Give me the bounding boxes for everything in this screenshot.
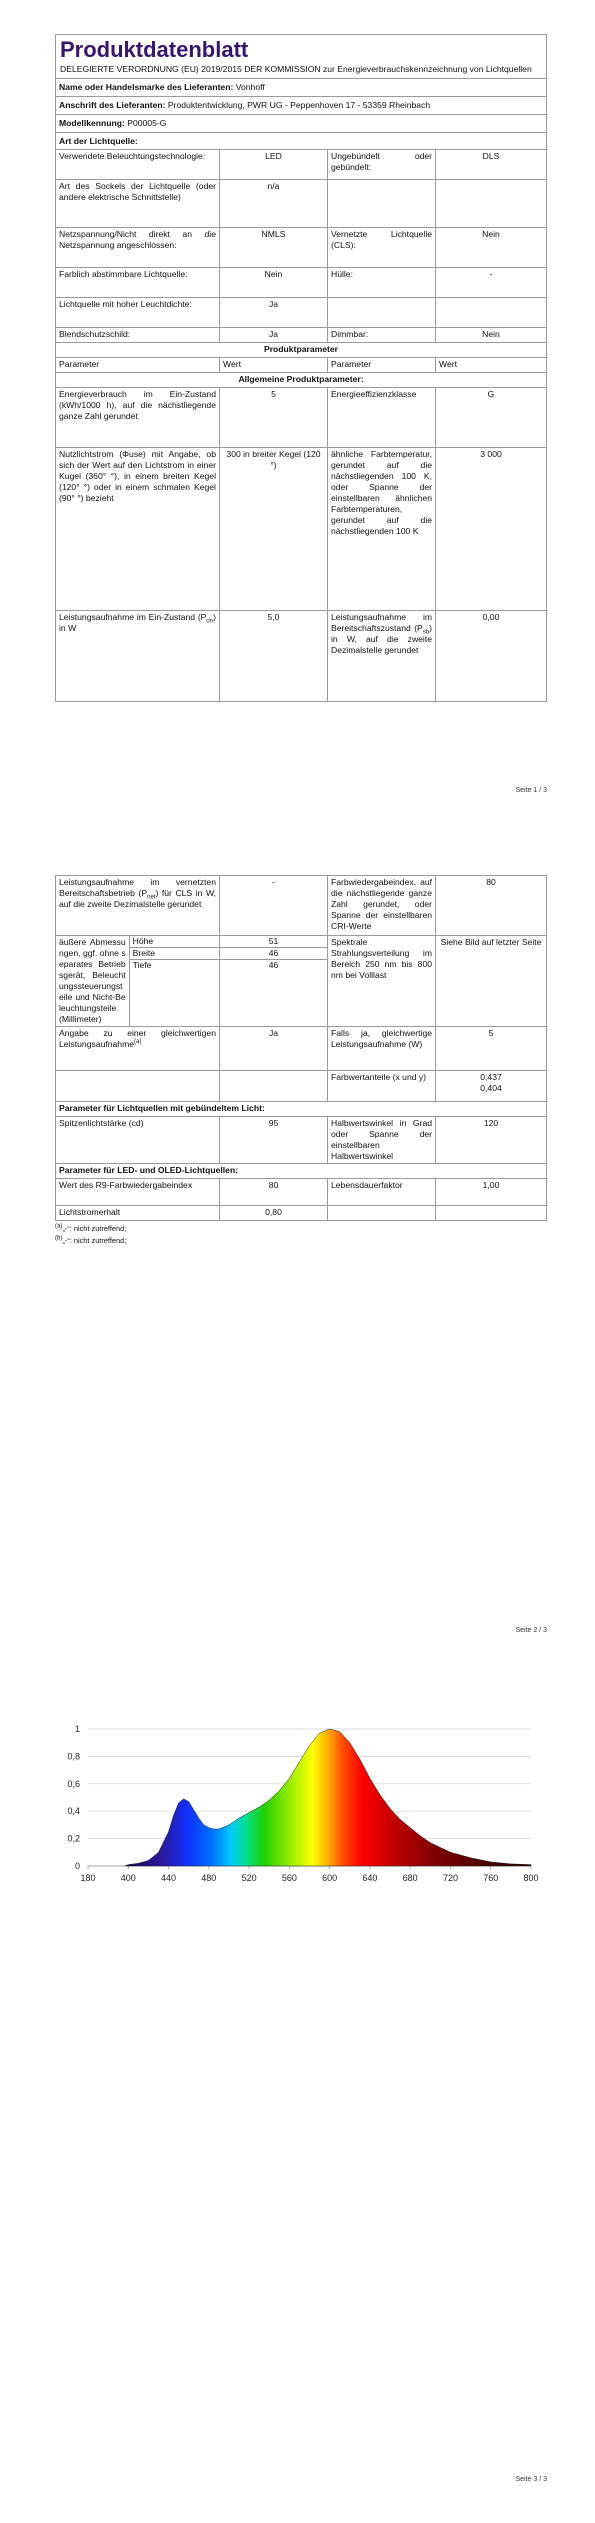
empty-cell: [56, 1071, 220, 1102]
row-value: 3 000: [436, 448, 547, 611]
x-tick-label: 600: [322, 1873, 338, 1883]
row-value: 300 in breiter Kegel (120 °): [219, 448, 327, 611]
row-label: Halbwertswinkel in Grad oder Spanne der einstellbaren Halbwertswinkel: [328, 1117, 436, 1164]
label-text: Leistungsaufnahme im Ein-Zustand (P: [59, 612, 207, 622]
supplier-address-value: Produktentwicklung, PWR UG - Peppenhoven 17 - 53359 Rheinbach: [167, 100, 431, 110]
page-2-footer: Seite 2 / 3: [515, 1627, 547, 1634]
row-label: ähnliche Farbtemperatur, gerundet auf die nächstliegenden 100 K, oder Spanne der einstellbaren ähnlichen Farbtemperaturen, gerundet auf die nächstliegenden 100 K: [328, 448, 436, 611]
row-value: NMLS: [219, 228, 327, 268]
row-value: 0,80: [219, 1206, 327, 1221]
x-tick-label: 800: [523, 1873, 539, 1883]
row-label: Dimmbar:: [328, 328, 436, 343]
footnotes: [55, 1223, 547, 1247]
regulation-subtitle: DELEGIERTE VERORDNUNG (EU) 2019/2015 DER KOMMISSION zur Energieverbrauchskennzeichnung von Lichtquellen: [60, 64, 532, 74]
dimension-value: 46: [268, 960, 279, 970]
list-item: [220, 948, 327, 960]
table-row: [56, 150, 547, 180]
row-label: [56, 611, 220, 702]
table-row: [56, 388, 547, 448]
product-params-heading: Produktparameter: [56, 343, 547, 358]
x-tick-label: 680: [402, 1873, 418, 1883]
column-header: Wert: [219, 358, 327, 373]
x-tick-label: 180: [80, 1873, 96, 1883]
row-value: n/a: [219, 180, 327, 228]
product-params-heading-row: [56, 343, 547, 358]
y-tick-label: 0,6: [67, 1778, 80, 1789]
list-item: [130, 960, 219, 972]
row-value: 80: [436, 876, 547, 936]
x-tick-label: 400: [120, 1873, 136, 1883]
model-label: Modellkennung:: [59, 118, 125, 128]
table-row: [56, 1179, 547, 1206]
chroma-y: 0,404: [480, 1083, 502, 1093]
model-row: [56, 115, 547, 133]
label-text: Angabe zu einer gleichwertigen Leistungsaufnahme: [59, 1028, 216, 1049]
y-tick-label: 0,2: [67, 1833, 80, 1844]
row-label: Spitzenlichtstärke (cd): [56, 1117, 220, 1164]
label-text: Leistungsaufnahme im Bereitschaftszustand (P: [331, 612, 433, 633]
row-value: Nein: [436, 328, 547, 343]
footnote-text: „-“: nicht zutreffend;: [62, 1224, 127, 1233]
y-tick-label: 0,8: [67, 1751, 80, 1762]
supplier-name-label: Name oder Handelsmarke des Lieferanten:: [59, 82, 234, 92]
row-value: 120: [436, 1117, 547, 1164]
row-label: [328, 180, 436, 228]
y-tick-label: 0,4: [67, 1806, 80, 1817]
column-header-row: [56, 358, 547, 373]
row-value: LED: [219, 150, 327, 180]
row-value: 5: [219, 388, 327, 448]
dimensions-label: äußere Abmessungen, ggf. ohne separates Betriebsgerät, Beleuchtungssteuerungsteile und Nicht-Beleuchtungsteile (Millimeter): [56, 936, 130, 1027]
row-label: Farbwiedergabeindex, auf die nächstliegende ganze Zahl gerundet, oder Spanne der einstellbaren CRI-Werte: [328, 876, 436, 936]
row-label: Verwendete Beleuchtungstechnologie:: [56, 150, 220, 180]
supplier-address-row: [56, 97, 547, 115]
row-label: Blendschutzschild:: [56, 328, 220, 343]
page-1-content: [55, 34, 547, 702]
row-value: [436, 180, 547, 228]
x-tick-label: 560: [281, 1873, 297, 1883]
supplier-address-label: Anschrift des Lieferanten:: [59, 100, 166, 110]
row-label: Vernetzte Lichtquelle (CLS):: [328, 228, 436, 268]
table-row: [56, 268, 547, 298]
dimension-values: [219, 936, 327, 1027]
row-value: 95: [219, 1117, 327, 1164]
table-row: [56, 1117, 547, 1164]
x-tick-label: 720: [442, 1873, 458, 1883]
dimension-name: Tiefe: [132, 960, 152, 970]
dimension-names-list: [130, 936, 219, 971]
table-row: [56, 328, 547, 343]
footnote-marker: (a): [134, 1039, 142, 1046]
row-label: Energieverbrauch im Ein-Zustand (kWh/1000 h), auf die nächstliegende ganze Zahl gerundet: [56, 388, 220, 448]
model-value: P00005-G: [127, 118, 167, 128]
datasheet-header: [55, 34, 547, 78]
empty-cell: [219, 1071, 327, 1102]
page-2-content: [55, 875, 547, 1247]
table-row: [56, 298, 547, 328]
row-value: 5,0: [219, 611, 327, 702]
row-value: G: [436, 388, 547, 448]
row-label: Wert des R9-Farbwiedergabeindex: [56, 1179, 220, 1206]
row-label: Spektrale Strahlungsverteilung im Bereich 250 nm bis 800 nm bei Volllast: [328, 936, 436, 1027]
label-subscript: net: [147, 894, 156, 901]
dimension-name: Höhe: [130, 936, 219, 948]
row-label: Falls ja, gleichwertige Leistungsaufnahme (W): [328, 1027, 436, 1071]
row-label: Energieeffizienzklasse: [328, 388, 436, 448]
row-value: -: [219, 876, 327, 936]
empty-cell: [328, 1206, 436, 1221]
list-item: [130, 948, 219, 960]
dimension-value: 51: [220, 936, 327, 948]
row-value: Ja: [219, 298, 327, 328]
dimension-value: 46: [220, 948, 327, 960]
directional-heading: Parameter für Lichtquellen mit gebündeltem Licht:: [56, 1102, 547, 1117]
list-item: [220, 936, 327, 948]
table-row: [56, 1071, 547, 1102]
y-tick-label: 1: [74, 1724, 80, 1734]
row-label: Ungebündelt oder gebündelt:: [328, 150, 436, 180]
row-label: Lebensdauerfaktor: [328, 1179, 436, 1206]
spectrum-chart: [0, 1715, 595, 1895]
footnote-marker: (a): [55, 1223, 63, 1230]
page-title: Produktdatenblatt: [60, 37, 249, 62]
row-label: [56, 1027, 220, 1071]
row-label: Lichtstromerhalt: [56, 1206, 220, 1221]
row-label: Netzspannung/Nicht direkt an die Netzspannung angeschlossen:: [56, 228, 220, 268]
row-value: Ja: [219, 1027, 327, 1071]
row-value: Nein: [219, 268, 327, 298]
row-value: 1,00: [436, 1179, 547, 1206]
table-row: [56, 448, 547, 611]
column-header: Parameter: [328, 358, 436, 373]
empty-cell: [436, 1206, 547, 1221]
page-1: [0, 34, 595, 702]
table-row: [56, 228, 547, 268]
page-2: [0, 875, 595, 1247]
x-tick-label: 520: [241, 1873, 257, 1883]
page-3-footer: Seite 3 / 3: [515, 2476, 547, 2483]
label-text: Leistungsaufnahme im vernetzten Bereitschaftsbetrieb (P: [59, 877, 216, 898]
row-value: 0,00: [436, 611, 547, 702]
label-text: ) in W: [59, 612, 216, 633]
column-header: Wert: [436, 358, 547, 373]
row-value: [436, 298, 547, 328]
footnote-b: [55, 1235, 547, 1247]
row-label: Nutzlichtstrom (Φuse) mit Angabe, ob sich der Wert auf den Lichtstrom in einer Kugel (360° °), in einem breiten Kegel (120° °) oder in einem schmalen Kegel (90° °) bezieht: [56, 448, 220, 611]
dimension-names: [129, 936, 219, 1027]
supplier-name-row: [56, 79, 547, 97]
x-tick-label: 440: [161, 1873, 177, 1883]
footnote-a: [55, 1223, 547, 1235]
row-label: [328, 611, 436, 702]
row-label: Farblich abstimmbare Lichtquelle:: [56, 268, 220, 298]
light-type-heading-row: [56, 133, 547, 150]
light-type-heading: Art der Lichtquelle:: [56, 133, 547, 150]
row-value: DLS: [436, 150, 547, 180]
row-value: Nein: [436, 228, 547, 268]
y-tick-label: 0: [74, 1861, 80, 1871]
row-label: [56, 876, 220, 936]
table-row: [56, 1027, 547, 1071]
supplier-table: [55, 78, 547, 702]
chroma-x: 0,437: [480, 1072, 502, 1082]
dimensions-row: [56, 936, 547, 1027]
general-params-heading: Allgemeine Produktparameter:: [56, 373, 547, 388]
table-row: [56, 1206, 547, 1221]
row-value: Ja: [219, 328, 327, 343]
led-heading-row: [56, 1164, 547, 1179]
page-3: [0, 1715, 595, 1895]
label-text: ) in W, auf die zweite Dezimalstelle gerundet: [331, 623, 433, 655]
row-value: -: [436, 268, 547, 298]
row-value: Siehe Bild auf letzter Seite: [436, 936, 547, 1027]
row-value: 80: [219, 1179, 327, 1206]
x-tick-label: 640: [362, 1873, 378, 1883]
label-text: ) für CLS in W, auf die zweite Dezimalstelle gerundet: [59, 888, 216, 909]
row-label: Art des Sockels der Lichtquelle (oder andere elektrische Schnittstelle): [56, 180, 220, 228]
table-row: [56, 180, 547, 228]
spectrum-area: [125, 1729, 531, 1866]
page-1-footer: Seite 1 / 3: [515, 787, 547, 794]
parameters-table-continued: [55, 875, 547, 1221]
footnote-marker: (b): [55, 1235, 63, 1242]
general-params-heading-row: [56, 373, 547, 388]
directional-heading-row: [56, 1102, 547, 1117]
row-label: Farbwertanteile (x und y): [328, 1071, 436, 1102]
table-row: [56, 611, 547, 702]
supplier-name-value: Vonhoff: [235, 82, 265, 92]
label-subscript: sb: [422, 629, 430, 636]
row-label: [328, 298, 436, 328]
x-tick-label: 480: [201, 1873, 217, 1883]
led-heading: Parameter für LED- und OLED-Lichtquellen:: [56, 1164, 547, 1179]
row-label: Hülle:: [328, 268, 436, 298]
x-tick-label: 760: [483, 1873, 499, 1883]
dimension-name: Breite: [130, 948, 219, 960]
list-item: [130, 936, 219, 948]
table-row: [56, 876, 547, 936]
label-subscript: on: [206, 618, 214, 625]
row-label: Lichtquelle mit hoher Leuchtdichte:: [56, 298, 220, 328]
row-value: [436, 1071, 547, 1102]
footnote-text: „-“: nicht zutreffend;: [62, 1236, 127, 1245]
column-header: Parameter: [56, 358, 220, 373]
list-item: [220, 960, 327, 972]
row-value: 5: [436, 1027, 547, 1071]
dimension-values-list: [220, 936, 327, 971]
